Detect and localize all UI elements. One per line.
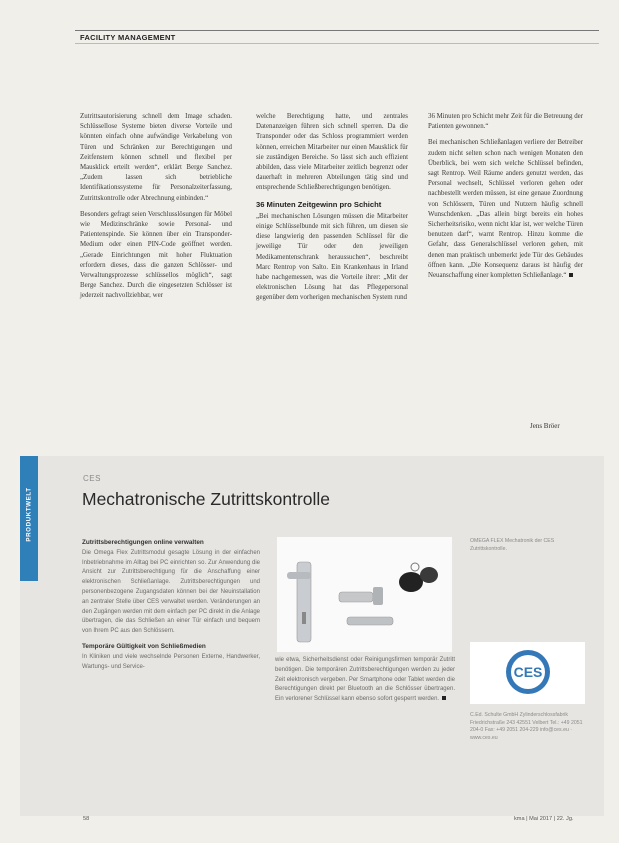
- header-rule-thin: [75, 43, 599, 44]
- contact-info: C.Ed. Schulte GmbH Zylinderschlossfabrik Friedrichstraße 243 42551 Velbert Tel.: +49 2051 204-0 Fax: +49 2051 204-229 info@ces.eu · www.ces.eu: [470, 712, 583, 741]
- product-column-1: [82, 538, 260, 677]
- article-column-3: [428, 112, 583, 287]
- article-column-1: [80, 112, 232, 308]
- key-ring-icon: [411, 563, 419, 571]
- header-rule: [75, 30, 599, 31]
- sidebar-label: PRODUKTWELT: [25, 487, 33, 542]
- end-mark-icon: [442, 696, 446, 700]
- key-fob-icon: [420, 567, 438, 583]
- product-paragraph: [275, 656, 455, 705]
- section-header: FACILITY MANAGEMENT: [80, 33, 176, 42]
- product-photo: [277, 537, 452, 652]
- paragraph: 36 Minuten pro Schicht mehr Zeit für die Betreuung der Patienten gewonnen.“: [428, 113, 583, 131]
- product-subheading: Temporäre Gültigkeit von Schließmedien: [82, 642, 206, 650]
- paragraph-text: Bei mechanischen Schließanlagen verliere der Betreiber zudem nicht selten schon nach wenigen Monaten den Überblick, bei wem sich welche Schlüssel befinden, sagt Rentrop. Weil Räume anders genutzt werden, das Personal wechselt, Schlüssel verloren gehen oder nachbestellt werden müssen, ist eine genaue Zuordnung von Schlössern, Türen und Nutzern häufig schnell Wunschdenken. „Das allein birgt bereits ein hohes Sicherheitsrisiko, wenn nicht klar ist, wer welche Türen benutzen darf“, warnt Rentrop. Hinzu komme die Gefahr, dass Generalschlüssel verloren gehen, mit denen man praktisch unbemerkt jede Tür des Gebäudes öffnen kann. „Die Konsequenz daraus ist häufig der Neuanschaffung einer kompletten Schließanlage.“: [428, 139, 583, 280]
- page-number: 58: [83, 816, 90, 822]
- door-handle-lever: [287, 572, 311, 579]
- ces-logo-text: CES: [511, 655, 545, 689]
- key-fob-icon: [399, 572, 423, 592]
- lock-cylinder: [339, 592, 373, 602]
- product-paragraph: Die Omega Flex Zutrittsmodul gesagte Lösung in der einfachen Inbetriebnahme im Alltag bei PC einrichten so. Zur Anwendung die Ansicht zur Zutrittsberechtigung für die Anschaffung einer elektronischen Schließanlage. Zutrittsberechtigungen und personenbezogene Zugangsdaten können bei der Neuinstallation an zentraler Stelle über CES verwaltet werden. Veränderungen an den Zugängen werden mit dem einfach per PC direkt in die Anlage übertragen, die das Schließen an einer Tür einfach und bequem von Ihrem PC aus den Schlössern.: [82, 549, 260, 635]
- product-paragraph: In Kliniken und viele wechselnde Personen Externe, Handwerker, Wartungs- und Service-: [82, 653, 260, 670]
- end-mark-icon: [569, 273, 573, 277]
- paragraph: Besonders gefragt seien Verschlusslösungen für Möbel wie Medizinschränke sowie Personal- und Patientenspinde. Sie können über ein Transponder-Medium oder einen PIN-Code geöffnet werden. „Gerade Einrichtungen mit hoher Fluktuation erfordern dieses, dass die ganzen Schlösser- und Verwaltungsprozesse schlüssellos möglich“, sagt Berge Sanchez. Durch die eingesetzten Schlösser ist jederzeit nachvollziehbar, wer: [80, 210, 232, 300]
- article-column-2: [256, 112, 408, 310]
- product-title: Mechatronische Zutrittskontrolle: [82, 489, 331, 509]
- paragraph: welche Berechtigung hatte, und zentrales Datenanzeigen führen sich schnell sperren. Da die Transponder oder das Schloss programmiert werden können, erreichen Mitarbeiter nur einen Mausklick für sie zuständigen Bereiche. So lässt sich auch effizient abbilden, dass viele Mitarbeiter zeitlich begrenzt oder dauerhaft in mehreren Abteilungen tätig sind und entsprechende Schließberechtigungen benötigen.: [256, 113, 408, 192]
- paragraph: [428, 138, 583, 281]
- ces-logo-box: [470, 642, 585, 704]
- publication-footer: kma | Mai 2017 | 22. Jg.: [514, 816, 574, 822]
- subheading: 36 Minuten Zeitgewinn pro Schicht: [256, 199, 382, 209]
- cylinder-knob: [373, 587, 383, 605]
- product-subheading: Zutrittsberechtigungen online verwalten: [82, 539, 204, 546]
- author-name: Jens Bröer: [530, 422, 560, 430]
- product-sidebar: [20, 456, 38, 581]
- paragraph: Zutrittsautorisierung schnell dem Image schaden. Schlüssellose Systeme bieten diverse Vorteile und könnten einfach ohne aufwändige Verkabelung von Türen und Schränken zur Berechtigungen und Zeitfenstern können schnell und flexibel per Mausklick erteilt werden“, erklärt Berge Sanchez. „Zudem lassen sich betriebliche Identifikationssysteme für Personalzeiterfassung, Zutrittskontrolle oder Abrechnung einbinden.“: [80, 113, 232, 202]
- product-paragraph-text: wie etwa, Sicherheitsdienst oder Reinigungsfirmen temporär Zutritt benötigen. Die temporären Zutrittsberechtigungen werden zu jeder Zeit elektronisch vergeben. Per Smartphone oder Tablet werden die Berechtigungen direkt per Bluetooth an die Schlösser übertragen. Ein verlorener Schlüssel kann ebenso sofort gesperrt werden.: [275, 657, 455, 703]
- product-kicker: CES: [83, 474, 101, 483]
- lock-cylinder-slot: [302, 612, 306, 624]
- ces-logo-icon: [506, 650, 550, 694]
- paragraph: „Bei mechanischen Lösungen müssen die Mitarbeiter einige Schlüsselbunde mit sich führen, um diesen sie diese langwierig den passenden Schlüssel für die jeweilige Tür oder den jeweiligen Medikamentenschrank heraussuchen“, beschreibt Marc Rentrop von Salto. Ein Krankenhaus in Irland habe nachgemessen, was die Vorteile ihrer: „Mit der elektronischen Lösung hat das Pflegepersonal gegenüber dem vorherigen mechanischen System rund: [256, 212, 408, 302]
- photo-caption: OMEGA FLEX Mechatronik der CES Zutrittskontrolle.: [470, 538, 555, 552]
- lock-product-illustration: [277, 537, 452, 652]
- lock-cylinder-2: [347, 617, 393, 625]
- product-column-2: [275, 656, 455, 710]
